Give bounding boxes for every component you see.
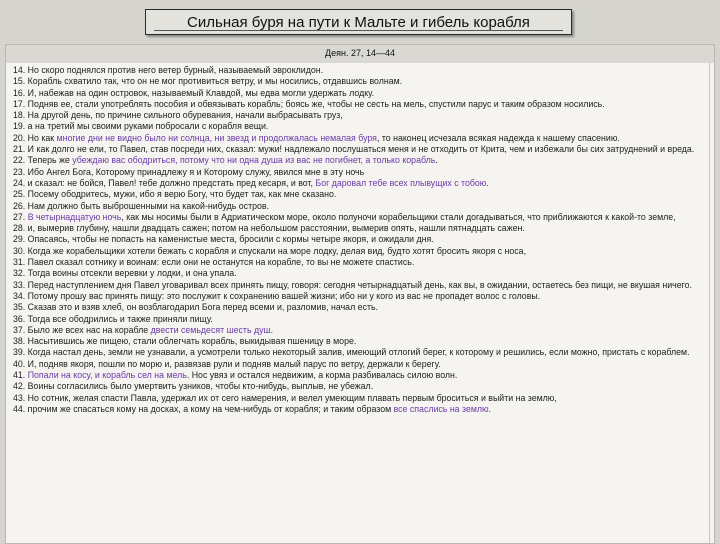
verse — [13, 381, 706, 392]
verse-text: и, вымерив глубину, нашли двадцать сажен; потом на небольшом расстоянии, вымерив опять, нашли пятнадцать сажен. — [25, 223, 525, 234]
verse-text: Насытившись же пищею, стали облегчать корабль, выкидывая пшеницу в море. — [25, 336, 357, 347]
verse-text: прочим же спасаться кому на досках, а кому на чем-нибудь от корабля; и таким образом — [25, 403, 394, 414]
verse-number: 33. — [13, 279, 26, 290]
verse-number: 23. — [13, 166, 26, 177]
verse-text: Тогда все ободрились и также приняли пищу. — [25, 313, 213, 324]
page-title: Сильная буря на пути к Мальте и гибель корабля — [187, 13, 530, 31]
verse-number: 38. — [13, 336, 26, 347]
verse-number: 40. — [13, 358, 26, 369]
scripture-reference: Деян. 27, 14—44 — [325, 48, 395, 58]
verse-text: Но скоро поднялся против него ветер бурный, называемый эвроклидон. — [25, 65, 324, 75]
verse-text: Было же всех нас на корабле — [25, 324, 151, 335]
verse-text: Воины согласились было умертвить узников, чтобы кто-нибудь, выплыв, не убежал. — [25, 381, 374, 392]
verse-text: и сказал: не бойся, Павел! тебе должно предстать пред кесаря, и вот, — [25, 177, 316, 188]
verse — [13, 325, 706, 336]
verse-text: . — [270, 324, 274, 335]
verse-text: Ибо Ангел Бога, Которому принадлежу я и Которому служу, явился мне в эту ночь — [25, 166, 365, 177]
verse-highlight: В четырнадцатую ночь — [27, 211, 122, 222]
verse-number: 42. — [13, 381, 26, 392]
verse — [13, 88, 706, 99]
verse-text: И, набежав на один островок, называемый Клавдой, мы едва могли удержать лодку. — [25, 87, 375, 98]
verse — [13, 99, 706, 110]
verse — [13, 167, 706, 178]
verse — [13, 314, 706, 325]
verse-number: 27. — [13, 211, 26, 222]
verse-number: 35. — [13, 302, 26, 313]
verse — [13, 133, 706, 144]
verse — [13, 212, 706, 223]
verse-number: 30. — [13, 245, 26, 256]
verse — [13, 155, 706, 166]
verse-number: 39. — [13, 347, 26, 358]
verse-highlight: многие дни не видно было ни солнца, ни звезд и продолжалась немалая буря — [56, 132, 377, 143]
verse-text: Корабль схватило так, что он не мог противиться ветру, и мы носились, отдавшись волнам. — [25, 76, 403, 87]
verse-text: Посему ободритесь, мужи, ибо я верю Богу, что будет так, как мне сказано. — [25, 189, 337, 200]
verse — [13, 76, 706, 87]
verse-text: Тогда воины отсекли веревки у лодки, и она упала. — [25, 268, 237, 279]
verse-number: 41. — [13, 370, 26, 381]
verse-number: 16. — [13, 87, 26, 98]
verse — [13, 257, 706, 268]
verse — [13, 347, 706, 358]
verse-text: . — [435, 155, 438, 166]
verse-highlight: все спаслись на землю — [393, 403, 489, 414]
verse-text: Павел сказал сотнику и воинам: если они не останутся на корабле, то вы не можете спастись. — [25, 257, 415, 268]
verse-text: Подняв ее, стали употреблять пособия и обвязывать корабль; боясь же, чтобы не сесть на мель, спустили парус и таким образом носились. — [25, 98, 605, 109]
verse-text: Когда настал день, земли не узнавали, а усмотрели только некоторый залив, имеющий отлогий берег, к которому и решились, если можно, пристать с кораблем. — [25, 347, 690, 358]
verse-text: . — [486, 177, 489, 188]
verse-text: а на третий мы своими руками побросали с корабля вещи. — [25, 121, 269, 132]
verse-text: Но как — [25, 132, 57, 143]
verse — [13, 65, 706, 76]
verse — [13, 144, 706, 155]
verse-text: Сказав это и взяв хлеб, он возблагодарил Бога перед всеми и, разломив, начал есть. — [25, 302, 378, 313]
verse-text: . Нос увяз и остался недвижим, а корма разбивалась силою волн. — [186, 370, 458, 381]
verse — [13, 121, 706, 132]
verse — [13, 370, 706, 381]
verse — [13, 189, 706, 200]
verse-text: Потому прошу вас принять пищу: это послужит к сохранению вашей жизни; ибо ни у кого из вас не пропадет волос с головы. — [25, 290, 541, 301]
verse-text: Но сотник, желая спасти Павла, удержал их от сего намерения, и велел умеющим плавать первым броситься и выйти на землю, — [25, 392, 557, 403]
verse-number: 15. — [13, 76, 26, 87]
verse-number: 26. — [13, 200, 26, 211]
verse-number: 22. — [13, 155, 26, 166]
verse-number: 28. — [13, 223, 26, 234]
title-underline — [154, 30, 563, 31]
verse — [13, 234, 706, 245]
verse-text: Когда же корабельщики хотели бежать с корабля и спускали на море лодку, делая вид, будто хотят бросить якоря с носа, — [25, 245, 527, 256]
verse-number: 37. — [13, 324, 26, 335]
verse-text: И как долго не ели, то Павел, став посреди них, сказал: мужи! надлежало послушаться меня и не отходить от Крита, чем и избежали бы сих затруднений и вреда. — [25, 144, 695, 155]
verse-highlight: двести семьдесят шесть душ — [150, 324, 271, 335]
verse-list — [13, 65, 706, 415]
verse — [13, 178, 706, 189]
title-banner — [145, 9, 572, 35]
verse — [13, 246, 706, 257]
verse — [13, 223, 706, 234]
verse-number: 32. — [13, 268, 26, 279]
verse-number: 19. — [13, 121, 26, 132]
verse-number: 24. — [13, 177, 26, 188]
scripture-panel — [5, 44, 715, 544]
verse-highlight: Попали на косу, и корабль сел на мель — [27, 370, 187, 381]
verse-highlight: Бог даровал тебе всех плывущих с тобою — [315, 177, 487, 188]
verse-number: 34. — [13, 290, 26, 301]
verse — [13, 280, 706, 291]
verse-number: 43. — [13, 392, 26, 403]
verse-text: И, подняв якоря, пошли по морю и, развязав рули и подняв малый парус по ветру, держали к берегу. — [25, 358, 441, 369]
verse-number: 31. — [13, 257, 26, 268]
verse-number: 17. — [13, 98, 26, 109]
verse-text: Нам должно быть выброшенными на какой-нибудь остров. — [25, 200, 270, 211]
verse-text: , то наконец исчезала всякая надежда к нашему спасению. — [376, 132, 620, 143]
verse-text: Опасаясь, чтобы не попасть на каменистые места, бросили с кормы четыре якоря, и ожидали дня. — [25, 234, 434, 245]
verse — [13, 404, 706, 415]
verse-text: , как мы носимы были в Адриатическом море, около полуночи корабельщики стали догадываться, что приближаются к какой-то земле, — [121, 211, 676, 222]
verse-number: 36. — [13, 313, 26, 324]
verse-text: Перед наступлением дня Павел уговаривал всех принять пищу, говоря: сегодня четырнадцатый день, как вы, в ожидании, остаетесь без пищи, не вкушая ничего. — [25, 279, 692, 290]
verse-text: Теперь же — [25, 155, 73, 166]
verse-number: 44. — [13, 403, 26, 414]
verse-number: 14. — [13, 65, 26, 75]
verse-number: 20. — [13, 132, 26, 143]
verse — [13, 201, 706, 212]
verse-text: . — [488, 403, 492, 414]
verse — [13, 393, 706, 404]
verse — [13, 268, 706, 279]
verse-highlight: убеждаю вас ободриться, потому что ни одна душа из вас не погибнет, а только корабль — [72, 155, 436, 166]
verse — [13, 359, 706, 370]
verse-number: 29. — [13, 234, 26, 245]
verse-number: 21. — [13, 144, 26, 155]
verse — [13, 336, 706, 347]
verse-text: На другой день, по причине сильного обуревания, начали выбрасывать груз, — [25, 110, 343, 121]
verse — [13, 291, 706, 302]
panel-divider — [709, 63, 710, 543]
verse — [13, 302, 706, 313]
verse-number: 25. — [13, 189, 26, 200]
verse-number: 18. — [13, 110, 26, 121]
verse — [13, 110, 706, 121]
